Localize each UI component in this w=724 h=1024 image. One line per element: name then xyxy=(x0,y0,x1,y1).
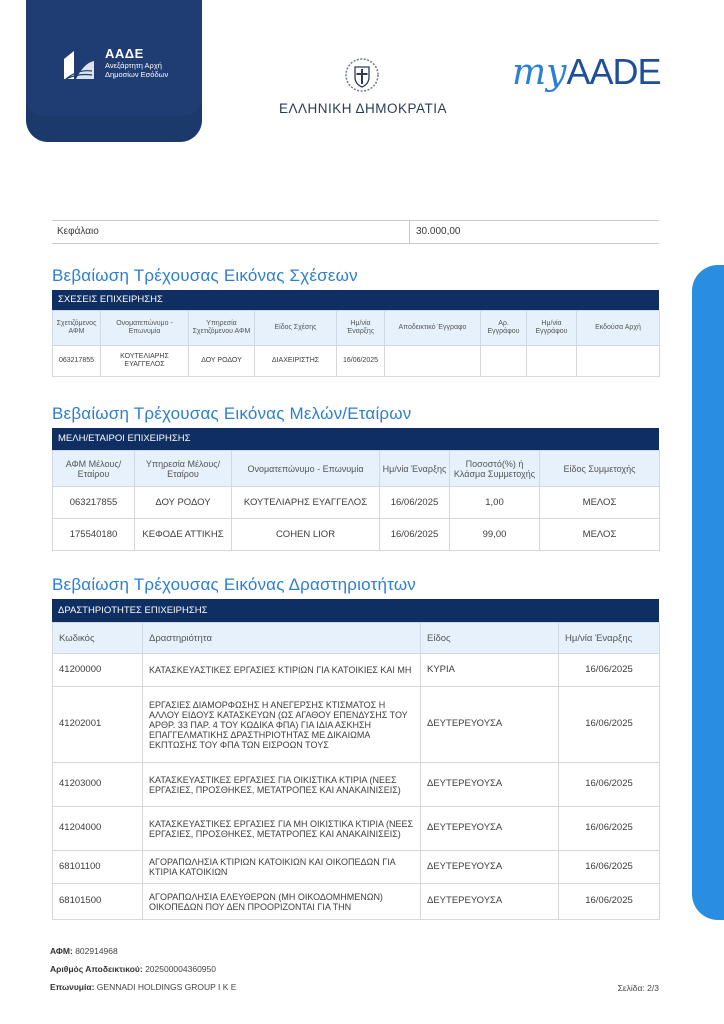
aade-subtitle: Ανεξάρτητη Αρχή Δημοσίων Εσόδων xyxy=(105,61,169,79)
relations-cell xyxy=(481,346,527,377)
activity-code: 68101500 xyxy=(53,884,143,920)
relations-cell xyxy=(527,346,577,377)
members-header-cell: Είδος Συμμετοχής xyxy=(540,451,660,487)
relations-title: Βεβαίωση Τρέχουσας Εικόνας Σχέσεων xyxy=(52,266,358,285)
footer-name-value: GENNADI HOLDINGS GROUP I K E xyxy=(96,982,237,992)
footer-afm-label: ΑΦΜ: xyxy=(50,946,73,956)
members-cell: 1,00 xyxy=(450,487,540,519)
members-header-cell: ΑΦΜ Μέλους/Εταίρου xyxy=(53,451,135,487)
activity-code: 41204000 xyxy=(53,807,143,851)
republic-title: ΕΛΛΗΝΙΚΗ ΔΗΜΟΚΡΑΤΙΑ xyxy=(278,101,448,116)
activity-type: ΔΕΥΤΕΡΕΥΟΥΣΑ xyxy=(421,807,559,851)
members-cell: 99,00 xyxy=(450,519,540,551)
activity-type: ΚΥΡΙΑ xyxy=(421,654,559,687)
table-row xyxy=(53,487,660,519)
members-table xyxy=(52,450,660,551)
relations-header-cell: Ονοματεπώνυμο - Επωνυμία xyxy=(101,311,189,346)
relations-header-cell: Αρ. Εγγράφου xyxy=(481,311,527,346)
table-row xyxy=(53,346,660,377)
side-decoration xyxy=(692,265,724,920)
aade-name: ΑΑΔΕ xyxy=(105,46,144,61)
activity-type: ΔΕΥΤΕΡΕΥΟΥΣΑ xyxy=(421,851,559,884)
activity-start-date: 16/06/2025 xyxy=(559,654,660,687)
activities-bar: ΔΡΑΣΤΗΡΙΟΤΗΤΕΣ ΕΠΙΧΕΙΡΗΣΗΣ xyxy=(52,599,659,622)
activity-code: 68101100 xyxy=(53,851,143,884)
activity-start-date: 16/06/2025 xyxy=(559,884,660,920)
members-header-cell: Ποσοστό(%) ή Κλάσμα Συμμετοχής xyxy=(450,451,540,487)
activity-type: ΔΕΥΤΕΡΕΥΟΥΣΑ xyxy=(421,763,559,807)
relations-cell: ΔΟΥ ΡΟΔΟΥ xyxy=(189,346,255,377)
members-header-row xyxy=(53,451,660,487)
relations-header-cell: Είδος Σχέσης xyxy=(255,311,337,346)
relations-header-cell: Ημ/νία Εγγράφου xyxy=(527,311,577,346)
myaade-logo xyxy=(512,52,661,93)
members-cell: ΜΕΛΟΣ xyxy=(540,519,660,551)
activity-start-date: 16/06/2025 xyxy=(559,763,660,807)
relations-cell: 063217855 xyxy=(53,346,101,377)
capital-row xyxy=(52,220,659,244)
relations-header-row xyxy=(53,311,660,346)
activity-description: ΑΓΟΡΑΠΩΛΗΣΙΑ ΚΤΙΡΙΩΝ ΚΑΤΟΙΚΙΩΝ ΚΑΙ ΟΙΚΟΠΕΔΩΝ ΓΙΑ ΚΤΙΡΙΑ ΚΑΤΟΙΚΙΩΝ xyxy=(143,851,421,884)
activity-start-date: 16/06/2025 xyxy=(559,851,660,884)
footer-afm xyxy=(50,946,118,956)
activities-header-cell: Κωδικός xyxy=(53,623,143,654)
activities-title: Βεβαίωση Τρέχουσας Εικόνας Δραστηριοτήτων xyxy=(52,575,416,594)
capital-label: Κεφάλαιο xyxy=(57,226,99,237)
members-cell: COHEN LIOR xyxy=(232,519,380,551)
members-cell: ΚΟΥΤΕΛΙΑΡΗΣ ΕΥΑΓΓΕΛΟΣ xyxy=(232,487,380,519)
table-row xyxy=(53,807,660,851)
activity-code: 41200000 xyxy=(53,654,143,687)
activity-start-date: 16/06/2025 xyxy=(559,687,660,763)
table-row xyxy=(53,654,660,687)
activities-table xyxy=(52,622,660,920)
members-header-cell: Ημ/νία Έναρξης xyxy=(380,451,450,487)
members-cell: 16/06/2025 xyxy=(380,519,450,551)
relations-cell: ΚΟΥΤΕΛΙΑΡΗΣ ΕΥΑΓΓΕΛΟΣ xyxy=(101,346,189,377)
members-cell: 175540180 xyxy=(53,519,135,551)
activity-description: ΕΡΓΑΣΙΕΣ ΔΙΑΜΟΡΦΩΣΗΣ Η ΑΝΕΓΕΡΣΗΣ ΚΤΙΣΜΑΤΟΣ Η ΑΛΛΟΥ ΕΙΔΟΥΣ ΚΑΤΑΣΚΕΥΩΝ (ΩΣ ΑΓΑΘΟΥ ΕΠΕΝΔΥΣΗΣ ΤΟΥ ΑΡΘΡ. 33 ΠΑΡ. 4 ΤΟΥ ΚΩΔΙΚΑ ΦΠΑ) ΓΙΑ ΙΔΙΑ ΑΣΚΗΣΗ ΕΠΑΓΓΕΛΜΑΤΙΚΗΣ ΔΡΑΣΤΗΡΙΟΤΗΤΑΣ ΜΕ ΔΙΚΑΙΩΜΑ ΕΚΠΤΩΣΗΣ ΤΟΥ ΦΠΑ ΤΩΝ ΕΙΣΡΟΩΝ ΤΟΥΣ xyxy=(143,687,421,763)
footer-doc-label: Αριθμός Αποδεικτικού: xyxy=(50,964,143,974)
footer-name-label: Επωνυμία: xyxy=(50,982,95,992)
activity-description: ΚΑΤΑΣΚΕΥΑΣΤΙΚΕΣ ΕΡΓΑΣΙΕΣ ΚΤΙΡΙΩΝ ΓΙΑ ΚΑΤΟΙΚΙΕΣ ΚΑΙ ΜΗ xyxy=(143,654,421,687)
table-row xyxy=(53,763,660,807)
table-row xyxy=(53,884,660,920)
relations-cell xyxy=(577,346,660,377)
table-row xyxy=(53,519,660,551)
activities-header-cell: Ημ/νία Έναρξης xyxy=(559,623,660,654)
activity-type: ΔΕΥΤΕΡΕΥΟΥΣΑ xyxy=(421,884,559,920)
capital-value: 30.000,00 xyxy=(416,226,461,237)
members-cell: ΚΕΦΟΔΕ ΑΤΤΙΚΗΣ xyxy=(135,519,232,551)
myaade-my: my xyxy=(512,52,567,93)
relations-header-cell: Σχετιζόμενος ΑΦΜ xyxy=(53,311,101,346)
activity-code: 41203000 xyxy=(53,763,143,807)
members-header-cell: Υπηρεσία Μέλους/Εταίρου xyxy=(135,451,232,487)
capital-divider xyxy=(409,221,410,243)
relations-header-cell: Αποδεικτικό Έγγραφο xyxy=(385,311,481,346)
footer-doc-value: 202500004360950 xyxy=(145,964,216,974)
myaade-aade: AADE xyxy=(566,51,661,92)
activity-type: ΔΕΥΤΕΡΕΥΟΥΣΑ xyxy=(421,687,559,763)
table-row xyxy=(53,687,660,763)
relations-bar: ΣΧΕΣΕΙΣ ΕΠΙΧΕΙΡΗΣΗΣ xyxy=(52,290,659,310)
relations-header-cell: Εκδούσα Αρχή xyxy=(577,311,660,346)
members-cell: 16/06/2025 xyxy=(380,487,450,519)
activities-header-row xyxy=(53,623,660,654)
activity-start-date: 16/06/2025 xyxy=(559,807,660,851)
members-header-cell: Ονοματεπώνυμο - Επωνυμία xyxy=(232,451,380,487)
activities-header-cell: Δραστηριότητα xyxy=(143,623,421,654)
footer-afm-value: 802914968 xyxy=(75,946,118,956)
page-number: Σελίδα: 2/3 xyxy=(617,983,659,993)
table-row xyxy=(53,851,660,884)
activity-description: ΚΑΤΑΣΚΕΥΑΣΤΙΚΕΣ ΕΡΓΑΣΙΕΣ ΓΙΑ ΟΙΚΙΣΤΙΚΑ ΚΤΙΡΙΑ (ΝΕΕΣ ΕΡΓΑΣΙΕΣ, ΠΡΟΣΘΗΚΕΣ, ΜΕΤΑΤΡΟΠΕΣ ΚΑΙ ΑΝΑΚΑΙΝΙΣΕΙΣ) xyxy=(143,763,421,807)
activity-code: 41202001 xyxy=(53,687,143,763)
relations-table xyxy=(52,310,660,377)
relations-header-cell: Υπηρεσία Σχετιζόμενου ΑΦΜ xyxy=(189,311,255,346)
aade-logo-icon xyxy=(58,49,96,81)
footer-doc xyxy=(50,964,216,974)
activities-header-cell: Είδος xyxy=(421,623,559,654)
relations-cell xyxy=(385,346,481,377)
members-cell: ΜΕΛΟΣ xyxy=(540,487,660,519)
relations-header-cell: Ημ/νία Έναρξης xyxy=(337,311,385,346)
relations-cell: 16/06/2025 xyxy=(337,346,385,377)
members-bar: ΜΕΛΗ/ΕΤΑΙΡΟΙ ΕΠΙΧΕΙΡΗΣΗΣ xyxy=(52,428,659,450)
greek-emblem-icon xyxy=(344,57,380,93)
footer-name xyxy=(50,982,236,992)
members-title: Βεβαίωση Τρέχουσας Εικόνας Μελών/Εταίρων xyxy=(52,404,412,423)
activity-description: ΑΓΟΡΑΠΩΛΗΣΙΑ ΕΛΕΥΘΕΡΩΝ (ΜΗ ΟΙΚΟΔΟΜΗΜΕΝΩΝ) ΟΙΚΟΠΕΔΩΝ ΠΟΥ ΔΕΝ ΠΡΟΟΡΙΖΟΝΤΑΙ ΓΙΑ ΤΗΝ xyxy=(143,884,421,920)
members-cell: 063217855 xyxy=(53,487,135,519)
relations-cell: ΔΙΑΧΕΙΡΙΣΤΗΣ xyxy=(255,346,337,377)
activity-description: ΚΑΤΑΣΚΕΥΑΣΤΙΚΕΣ ΕΡΓΑΣΙΕΣ ΓΙΑ ΜΗ ΟΙΚΙΣΤΙΚΑ ΚΤΙΡΙΑ (ΝΕΕΣ ΕΡΓΑΣΙΕΣ, ΠΡΟΣΘΗΚΕΣ, ΜΕΤΑΤΡΟΠΕΣ ΚΑΙ ΑΝΑΚΑΙΝΙΣΕΙΣ) xyxy=(143,807,421,851)
members-cell: ΔΟΥ ΡΟΔΟΥ xyxy=(135,487,232,519)
